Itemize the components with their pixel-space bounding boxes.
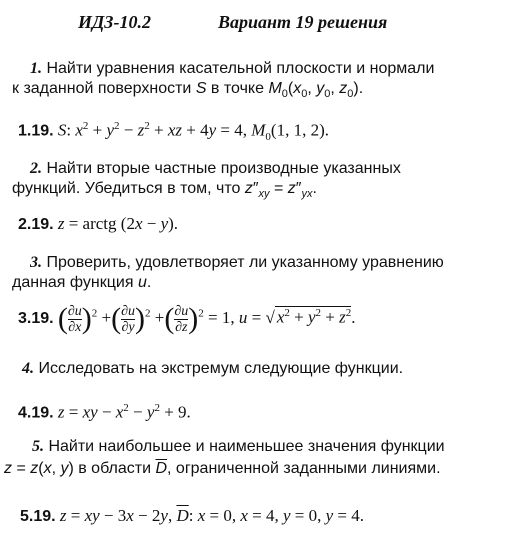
task3-formula: 3.19. ( $\frac{\partial u}{\partial x}$ )$^2$ +( $\frac{\partial u}{\partial y}$ )$^2$ +( $\frac{\partial u}{\partial z}$ )$^2$ = 1, u = √ $x^2 + y^2 + z^2$.: [18, 302, 356, 335]
task1-label: 1.19.: [18, 122, 54, 140]
task4-formula: 4.19. z = xy − $x^2 - y^2 + 9$.: [18, 402, 191, 422]
task4-text-line1: 4. Исследовать на экстремум следующие функции.: [22, 360, 404, 377]
task3-number: 3.: [30, 254, 42, 271]
task3-text-line1: 3. Проверить, удовлетворяет ли указанному уравнению: [30, 254, 444, 271]
task4-number: 4.: [22, 360, 34, 377]
doc-variant: Вариант 19 решения: [218, 12, 388, 32]
task2-number: 2.: [30, 160, 42, 177]
task1-formula: 1.19. S: $x^2 + y^2 - z^2$ + xz + 4y = 4, $M_0(1$, 1, 2).: [18, 120, 329, 144]
task5-text-line1: 5. Найти наибольшее и наименьшее значения функции: [32, 438, 445, 455]
task3-text-line2: данная функция u.: [12, 274, 152, 291]
task5-formula: 5.19. z = xy − 3x − 2y, $\overline{D}$: x = 0, x = 4, y = 0, y = 4.: [20, 506, 365, 525]
task1-number: 1.: [30, 60, 42, 77]
task5-number: 5.: [32, 438, 44, 455]
task3-label: 3.19.: [18, 309, 54, 327]
task2-text-line1: 2. Найти вторые частные производные указанных: [30, 160, 401, 177]
task2-formula: 2.19. z = arctg (2x − y).: [18, 214, 179, 233]
task5-text-line2: z = z(x, y) в области $\overline{D}$, ограниченной заданными линиями.: [4, 460, 441, 477]
task1-text-line2: к заданной поверхности S в точке $M_0(x_0$, $y_0$, $z_0$).: [12, 80, 364, 101]
task2-text-line2: функций. Убедиться в том, что $z''_{xy} = z''_{yx}$.: [12, 180, 317, 201]
doc-title: ИДЗ-10.2: [78, 12, 151, 32]
task1-text-line1: 1. Найти уравнения касательной плоскости и нормали: [30, 60, 435, 77]
task5-label: 5.19.: [20, 508, 56, 525]
task4-label: 4.19.: [18, 404, 54, 422]
task2-label: 2.19.: [18, 216, 54, 233]
